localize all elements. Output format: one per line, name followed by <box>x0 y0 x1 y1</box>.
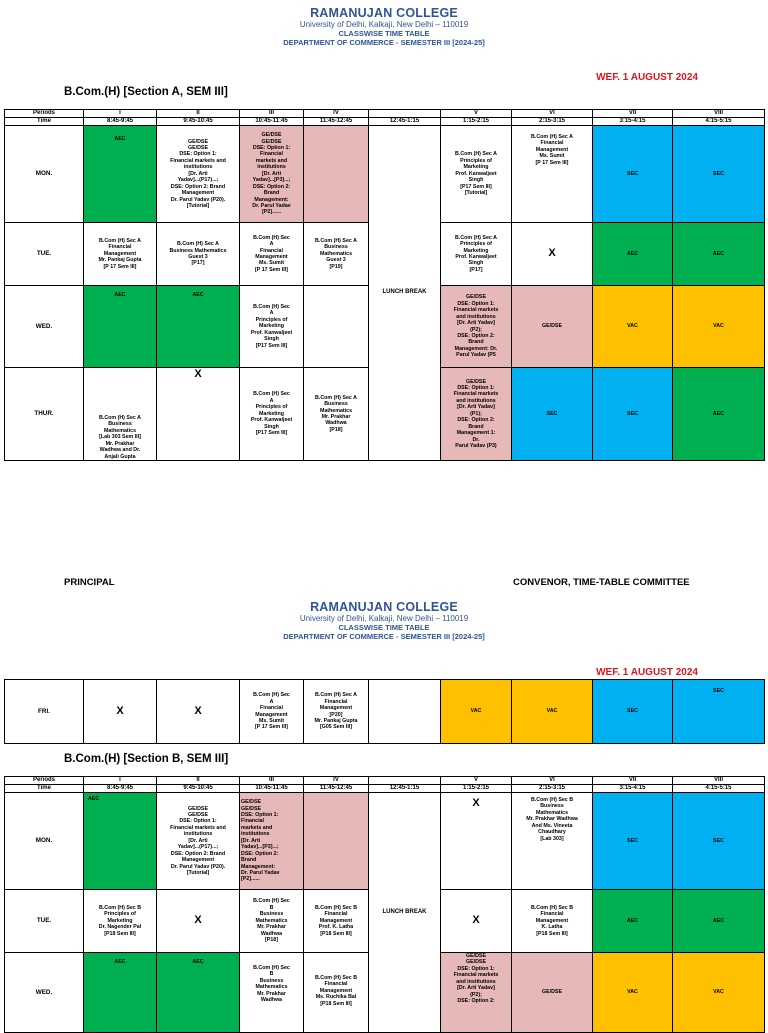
principal-signature: PRINCIPAL <box>64 577 115 588</box>
slot-class: B.Com (H) Sec A Principles of Marketing Prof. Kanwaljeet Singh [P17] <box>441 223 512 286</box>
section-b-title: B.Com.(H) [Section B, SEM III] <box>64 753 229 765</box>
university-line: University of Delhi, Kalkaji, New Delhi – 110019 <box>299 20 469 29</box>
period-header: I <box>84 777 157 785</box>
college-name: RAMANUJAN COLLEGE <box>310 6 458 20</box>
slot-free: X <box>441 793 512 890</box>
slot-empty <box>304 793 369 890</box>
day-label-thur: THUR. <box>5 368 84 461</box>
section-a-title: B.Com.(H) [Section A, SEM III] <box>64 86 228 98</box>
time-header: 3:15-4:15 <box>593 785 673 793</box>
university-line: University of Delhi, Kalkaji, New Delhi – 110019 <box>299 614 469 623</box>
time-header: 3:15-4:15 <box>593 118 673 126</box>
slot-free: X <box>157 368 240 461</box>
slot-aec: AEC <box>673 223 765 286</box>
period-header: III <box>240 110 304 118</box>
slot-free: X <box>441 890 512 953</box>
period-header: V <box>441 777 512 785</box>
timetable-section-a-friday <box>4 679 765 744</box>
slot-class: B.Com (H) Sec A Financial Management Ms. Sumit [P 17 Sem III] <box>512 126 593 223</box>
day-label-tue: TUE. <box>5 223 84 286</box>
college-header-2 <box>0 600 768 641</box>
period-header: V <box>441 110 512 118</box>
time-header: 10:45-11:45 <box>240 118 304 126</box>
slot-sec: SEC <box>512 368 593 461</box>
slot-class: B.Com (H) Sec A Financial Management Mr. Pankaj Gupta [P 17 Sem III] <box>84 223 157 286</box>
period-header: III <box>240 777 304 785</box>
slot-ge-dse: GE/DSE <box>512 953 593 1033</box>
timetable-line: CLASSWISE TIME TABLE <box>338 623 430 632</box>
slot-aec: AEC <box>593 890 673 953</box>
slot-class: B.Com (H) Sec B Business Mathematics Mr. Prakhar Wadhwa [P18] <box>240 890 304 953</box>
slot-sec: SEC <box>593 793 673 890</box>
period-header: VIII <box>673 777 765 785</box>
time-header: 12:45-1:15 <box>369 785 441 793</box>
slot-class: B.Com (H) Sec A Financial Management Ms. Sumit [P 17 Sem III] <box>240 223 304 286</box>
slot-empty <box>369 680 441 744</box>
slot-empty <box>304 126 369 223</box>
wef-date: WEF. 1 AUGUST 2024 <box>596 667 698 678</box>
slot-sec: SEC <box>593 680 673 744</box>
time-header: 1:15-2:15 <box>441 785 512 793</box>
slot-sec: SEC <box>593 126 673 223</box>
slot-aec: AEC <box>593 223 673 286</box>
slot-class: B.Com (H) Sec A Principles of Marketing Prof. Kanwaljeet Singh [P17 Sem III] <box>240 368 304 461</box>
period-header: I <box>84 110 157 118</box>
slot-class: B.Com (H) Sec A Principles of Marketing Prof. Kanwaljeet Singh [P17 Sem III] [Tutorial] <box>441 126 512 223</box>
slot-free: X <box>157 890 240 953</box>
slot-aec: AEC <box>84 126 157 223</box>
period-header: IV <box>304 777 369 785</box>
period-header: VIII <box>673 110 765 118</box>
department-line: DEPARTMENT OF COMMERCE - SEMESTER III [2024-25] <box>283 38 485 47</box>
time-header: 8:45-9:45 <box>84 118 157 126</box>
time-header: 1:15-2:15 <box>441 118 512 126</box>
slot-vac: VAC <box>673 953 765 1033</box>
time-header: 9:45-10:45 <box>157 785 240 793</box>
period-header: VI <box>512 110 593 118</box>
period-header: VI <box>512 777 593 785</box>
periods-label: Periods <box>5 110 84 118</box>
time-header: 10:45-11:45 <box>240 785 304 793</box>
slot-empty <box>304 286 369 368</box>
slot-ge-dse: GE/DSE DSE: Option 1: Financial markets and institutions [Dr. Arti Yadav] (P1); DSE: Option 2: Brand Management 1: Dr. Parul Yadav (P3) <box>441 368 512 461</box>
time-header: 8:45-9:45 <box>84 785 157 793</box>
period-header: VII <box>593 777 673 785</box>
convenor-signature: CONVENOR, TIME-TABLE COMMITTEE <box>513 577 690 588</box>
day-label-tue: TUE. <box>5 890 84 953</box>
slot-ge-dse: GE/DSE GE/DSE DSE: Option 1: Financial markets and institutions [Dr. Arti Yadav]...[P3]...; DSE: Option 2: Brand Management: Dr. Parul Yadav [P2]...... <box>240 126 304 223</box>
slot-sec: SEC <box>673 793 765 890</box>
slot-vac: VAC <box>512 680 593 744</box>
slot-aec: AEC <box>673 890 765 953</box>
slot-aec: AEC <box>84 953 157 1033</box>
wef-date: WEF. 1 AUGUST 2024 <box>596 72 698 83</box>
slot-ge-dse: GE/DSE <box>512 286 593 368</box>
slot-ge-dse: GE/DSE GE/DSE DSE: Option 1: Financial markets and institutions [Dr. Arti Yadav]...(P17)...; DSE: Option 2: Brand Management Dr. Parul Yadav (P20). [Tutorial] <box>157 126 240 223</box>
period-header <box>369 110 441 118</box>
slot-class: B.Com (H) Sec B Business Mathematics Mr. Prakhar Wadhwa And Ms. Vineeta Chaudhary [Lab 303] <box>512 793 593 890</box>
slot-aec: AEC <box>673 368 765 461</box>
time-header: 11:45-12:45 <box>304 118 369 126</box>
time-header: 2:15-3:15 <box>512 785 593 793</box>
lunch-break: LUNCH BREAK <box>369 126 441 461</box>
timetable-line: CLASSWISE TIME TABLE <box>338 29 430 38</box>
period-header: VII <box>593 110 673 118</box>
slot-sec: SEC <box>673 126 765 223</box>
timetable-section-b <box>4 776 765 1033</box>
time-header: 11:45-12:45 <box>304 785 369 793</box>
slot-sec: SEC <box>593 368 673 461</box>
slot-ge-dse: GE/DSE DSE: Option 1: Financial markets and institutions [Dr. Arti Yadav] (P2); DSE: Option 2: Brand Management: Dr. Parul Yadav (P5 <box>441 286 512 368</box>
slot-sec: SEC <box>673 680 765 744</box>
slot-free: X <box>157 680 240 744</box>
slot-aec: AEC <box>84 286 157 368</box>
slot-aec: AEC <box>84 793 157 890</box>
slot-class: B.Com (H) Sec A Financial Management Ms. Sumit [P 17 Sem III] <box>240 680 304 744</box>
slot-class: B.Com (H) Sec B Principles of Marketing Dr. Nagender Pal [P18 Sem III] <box>84 890 157 953</box>
day-label-wed: WED. <box>5 953 84 1033</box>
slot-class: B.Com (H) Sec B Financial Management K. Latha [P18 Sem III] <box>512 890 593 953</box>
slot-class: B.Com (H) Sec A Business Mathematics [Lab 303 Sem III] Mr. Prakhar Wadhwa and Dr. Anjali Gupta <box>84 368 157 461</box>
slot-ge-dse: GE/DSE GE/DSE DSE: Option 1: Financial markets and institutions [Dr. Arti Yadav]...(P17)...; DSE: Option 2: Brand Management Dr. Parul Yadav (P20). [Tutorial] <box>157 793 240 890</box>
period-header: II <box>157 777 240 785</box>
timetable-section-a <box>4 109 765 461</box>
slot-ge-dse: GE/DSE GE/DSE DSE: Option 1: Financial markets and institutions [Dr. Arti Yadav] (P2); DSE: Option 2: <box>441 953 512 1033</box>
period-header: II <box>157 110 240 118</box>
time-header: 9:45-10:45 <box>157 118 240 126</box>
slot-class: B.Com (H) Sec B Financial Management Prof. K. Latha [P18 Sem III] <box>304 890 369 953</box>
lunch-break: LUNCH BREAK <box>369 793 441 1033</box>
slot-class: B.Com (H) Sec A Principles of Marketing Prof. Kanwaljeet Singh [P17 Sem III] <box>240 286 304 368</box>
day-label-fri: FRI. <box>5 680 84 744</box>
slot-free: X <box>512 223 593 286</box>
time-header: 2:15-3:15 <box>512 118 593 126</box>
department-line: DEPARTMENT OF COMMERCE - SEMESTER III [2024-25] <box>283 632 485 641</box>
time-header: 12:45-1:15 <box>369 118 441 126</box>
day-label-wed: WED. <box>5 286 84 368</box>
time-label: Time <box>5 118 84 126</box>
slot-vac: VAC <box>441 680 512 744</box>
period-header <box>369 777 441 785</box>
slot-class: B.Com (H) Sec A Business Mathematics Mr. Prakhar Wadhwa [P18] <box>304 368 369 461</box>
time-header: 4:15-5:15 <box>673 118 765 126</box>
slot-vac: VAC <box>673 286 765 368</box>
slot-ge-dse: GE/DSE GE/DSE DSE: Option 1: Financial markets and institutions [Dr. Arti Yadav]...[P3]...; DSE: Option 2: Brand Management: Dr. Parul Yadav [P2]...... <box>240 793 304 890</box>
slot-aec: AEC <box>157 953 240 1033</box>
college-header-1 <box>0 6 768 47</box>
slot-class: B.Com (H) Sec A Financial Management [P20] Mr. Pankaj Gupta [G05 Sem III] <box>304 680 369 744</box>
slot-aec: AEC <box>157 286 240 368</box>
period-header: IV <box>304 110 369 118</box>
slot-class: B.Com (H) Sec B Financial Management Ms. Ruchika Bal [P18 Sem III] <box>304 953 369 1033</box>
time-label: Time <box>5 785 84 793</box>
slot-free: X <box>84 680 157 744</box>
time-header: 4:15-5:15 <box>673 785 765 793</box>
slot-class: B.Com (H) Sec A Business Mathematics Guest 3 [P19] <box>304 223 369 286</box>
slot-class: B.Com (H) Sec B Business Mathematics Mr. Prakhar Wadhwa <box>240 953 304 1033</box>
slot-vac: VAC <box>593 286 673 368</box>
slot-class: B.Com (H) Sec A Business Mathematics Guest 3 [P17] <box>157 223 240 286</box>
slot-vac: VAC <box>593 953 673 1033</box>
day-label-mon: MON. <box>5 793 84 890</box>
day-label-mon: MON. <box>5 126 84 223</box>
periods-label: Periods <box>5 777 84 785</box>
college-name: RAMANUJAN COLLEGE <box>310 600 458 614</box>
